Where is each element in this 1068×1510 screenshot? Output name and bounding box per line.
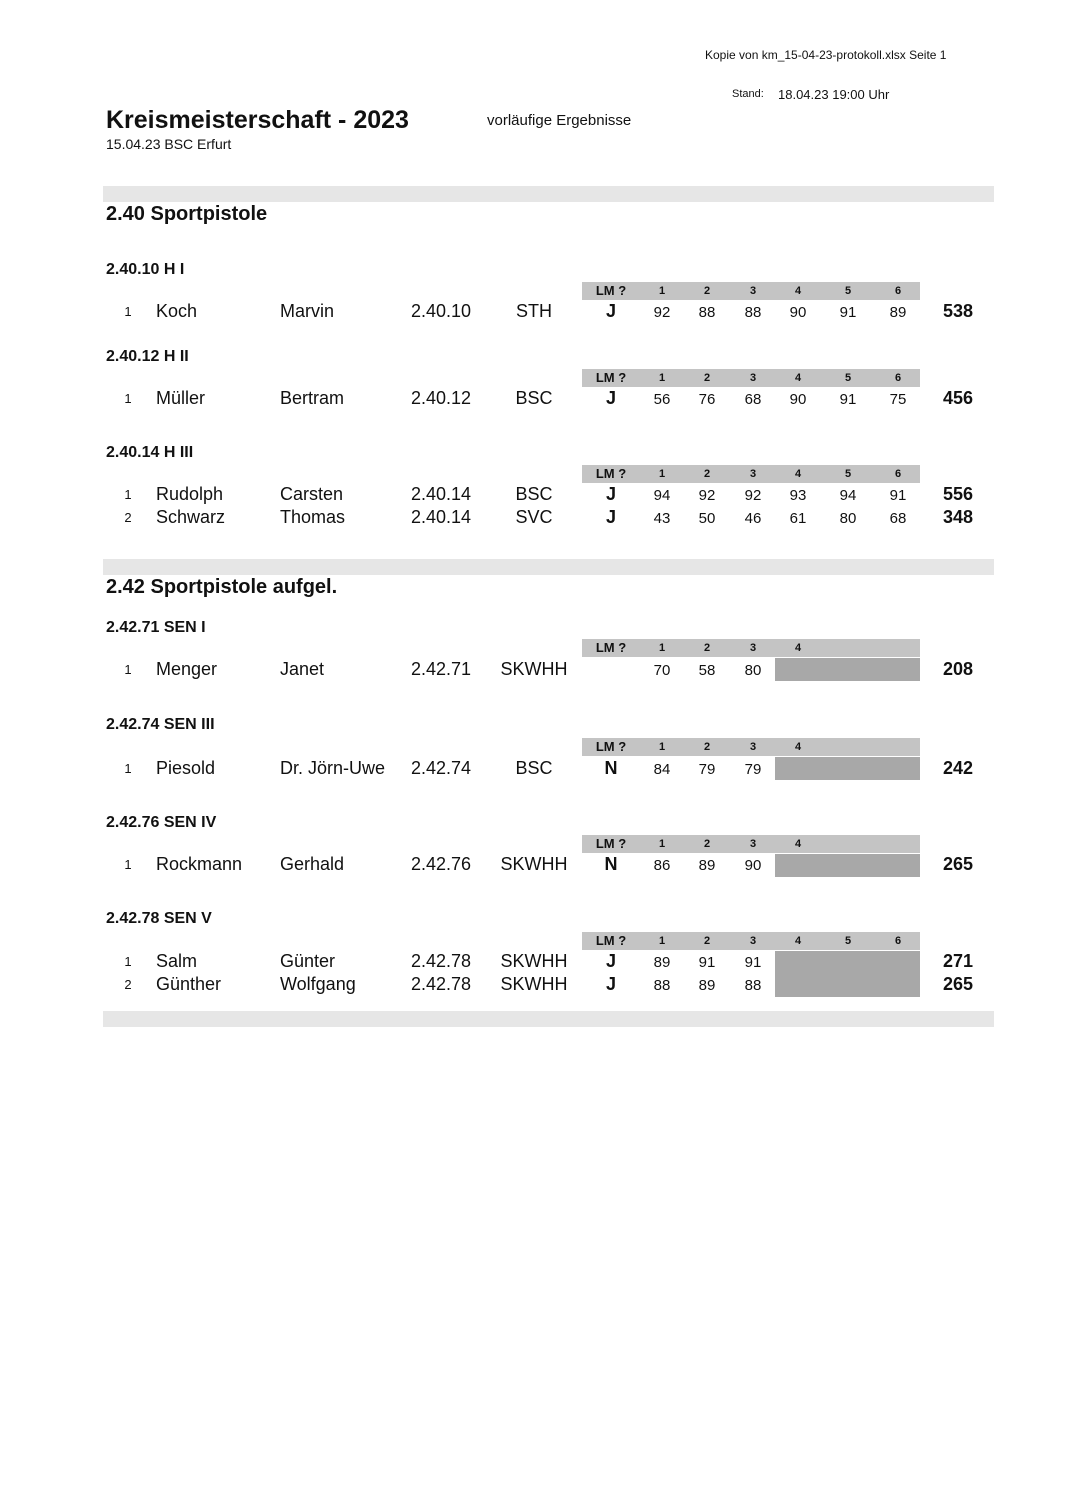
series-score: 91 xyxy=(698,954,716,971)
first-name: Dr. Jörn-Uwe xyxy=(280,758,386,778)
club: BSC xyxy=(515,388,553,408)
series-header: 1 xyxy=(658,838,666,850)
series-score: 79 xyxy=(744,761,762,778)
last-name: Schwarz xyxy=(156,507,226,527)
series-score: 93 xyxy=(789,487,807,504)
first-name: Janet xyxy=(280,659,325,679)
first-name: Günter xyxy=(280,951,336,971)
series-header: 5 xyxy=(844,285,852,297)
series-score: 84 xyxy=(653,761,671,778)
lm-header: LM ? xyxy=(595,640,627,655)
table-row xyxy=(0,951,1068,973)
lm-flag: J xyxy=(605,974,616,994)
table-row xyxy=(0,388,1068,410)
results-header xyxy=(582,369,920,387)
series-score: 43 xyxy=(653,510,671,527)
status-text: vorläufige Ergebnisse xyxy=(487,112,632,129)
series-score: 90 xyxy=(744,857,762,874)
class-code: 2.40.10 xyxy=(411,301,472,321)
first-name: Bertram xyxy=(280,388,345,408)
section-title: 2.42 Sportpistole aufgel. xyxy=(106,576,338,598)
series-header: 2 xyxy=(703,642,711,654)
last-name: Müller xyxy=(156,388,206,408)
table-row xyxy=(0,507,1068,529)
lm-flag: J xyxy=(605,301,616,321)
series-score: 88 xyxy=(744,304,762,321)
series-header: 1 xyxy=(658,468,666,480)
last-name: Rockmann xyxy=(156,854,243,874)
date-place: 15.04.23 BSC Erfurt xyxy=(106,136,232,152)
category-title: 2.40.14 H III xyxy=(106,444,194,461)
results-header xyxy=(582,465,920,483)
series-score: 88 xyxy=(653,977,671,994)
series-score: 88 xyxy=(744,977,762,994)
series-score: 89 xyxy=(653,954,671,971)
series-score: 89 xyxy=(889,304,907,321)
rank: 1 xyxy=(124,304,132,319)
results-header xyxy=(582,932,920,950)
lm-header: LM ? xyxy=(595,836,627,851)
total-score: 265 xyxy=(942,974,974,994)
club: SKWHH xyxy=(500,659,568,679)
class-code: 2.42.74 xyxy=(411,758,472,778)
category-title: 2.42.71 SEN I xyxy=(106,619,206,636)
series-header: 1 xyxy=(658,285,666,297)
rank: 1 xyxy=(124,662,132,677)
series-score: 91 xyxy=(889,487,907,504)
rank: 1 xyxy=(124,391,132,406)
series-header: 5 xyxy=(844,372,852,384)
table-row xyxy=(0,301,1068,323)
last-name: Menger xyxy=(156,659,218,679)
rank: 1 xyxy=(124,954,132,969)
first-name: Carsten xyxy=(280,484,344,504)
series-header: 5 xyxy=(844,468,852,480)
club: BSC xyxy=(515,484,553,504)
club: BSC xyxy=(515,758,553,778)
total-score: 348 xyxy=(942,507,974,527)
first-name: Thomas xyxy=(280,507,346,527)
series-header: 4 xyxy=(794,741,802,753)
table-row xyxy=(0,854,1068,876)
series-score: 46 xyxy=(744,510,762,527)
series-header: 4 xyxy=(794,468,802,480)
series-score: 70 xyxy=(653,662,671,679)
rank: 1 xyxy=(124,487,132,502)
series-header: 6 xyxy=(894,935,902,947)
series-score: 94 xyxy=(839,487,857,504)
series-score: 80 xyxy=(839,510,857,527)
series-score: 80 xyxy=(744,662,762,679)
total-score: 538 xyxy=(942,301,974,321)
class-code: 2.40.14 xyxy=(411,507,472,527)
results-header xyxy=(582,282,920,300)
series-header: 3 xyxy=(749,372,757,384)
class-code: 2.42.76 xyxy=(411,854,472,874)
lm-header: LM ? xyxy=(595,370,627,385)
series-header: 2 xyxy=(703,468,711,480)
last-name: Koch xyxy=(156,301,198,321)
series-header: 5 xyxy=(844,935,852,947)
total-score: 242 xyxy=(942,758,974,778)
total-score: 265 xyxy=(942,854,974,874)
series-score: 56 xyxy=(653,391,671,408)
series-header: 1 xyxy=(658,935,666,947)
series-score: 90 xyxy=(789,304,807,321)
club: SKWHH xyxy=(500,951,568,971)
club: STH xyxy=(516,301,552,321)
series-score: 91 xyxy=(839,391,857,408)
series-score: 92 xyxy=(698,487,716,504)
page-title: Kreismeisterschaft - 2023 xyxy=(106,106,409,134)
table-row xyxy=(0,758,1068,780)
section-title: 2.40 Sportpistole xyxy=(106,203,268,225)
series-score: 61 xyxy=(789,510,807,527)
series-header: 4 xyxy=(794,642,802,654)
series-score: 91 xyxy=(839,304,857,321)
series-header: 3 xyxy=(749,642,757,654)
category-title: 2.42.78 SEN V xyxy=(106,910,212,927)
results-header xyxy=(582,738,920,756)
series-score: 75 xyxy=(889,391,907,408)
results-header xyxy=(582,639,920,657)
series-score: 89 xyxy=(698,977,716,994)
rank: 1 xyxy=(124,761,132,776)
category-title: 2.42.74 SEN III xyxy=(106,716,215,733)
series-header: 2 xyxy=(703,372,711,384)
series-score: 79 xyxy=(698,761,716,778)
series-header: 1 xyxy=(658,372,666,384)
first-name: Gerhald xyxy=(280,854,345,874)
category-title: 2.40.12 H II xyxy=(106,348,189,365)
total-score: 208 xyxy=(942,659,974,679)
series-score: 94 xyxy=(653,487,671,504)
stand-label: Stand: xyxy=(732,88,764,100)
lm-flag: J xyxy=(605,388,616,408)
club: SKWHH xyxy=(500,854,568,874)
series-header: 1 xyxy=(658,642,666,654)
divider-band xyxy=(103,559,994,575)
series-header: 3 xyxy=(749,741,757,753)
lm-flag: N xyxy=(604,758,618,778)
series-header: 4 xyxy=(794,285,802,297)
class-code: 2.42.78 xyxy=(411,974,472,994)
series-score: 92 xyxy=(744,487,762,504)
class-code: 2.40.12 xyxy=(411,388,472,408)
series-header: 1 xyxy=(658,741,666,753)
lm-header: LM ? xyxy=(595,283,627,298)
club: SVC xyxy=(515,507,553,527)
series-header: 3 xyxy=(749,935,757,947)
file-page-info: Kopie von km_15-04-23-protokoll.xlsx Seite 1 xyxy=(705,48,947,62)
lm-header: LM ? xyxy=(595,933,627,948)
series-score: 68 xyxy=(744,391,762,408)
lm-flag: J xyxy=(605,484,616,504)
series-header: 2 xyxy=(703,285,711,297)
class-code: 2.42.78 xyxy=(411,951,472,971)
table-row xyxy=(0,484,1068,506)
series-score: 88 xyxy=(698,304,716,321)
lm-flag: J xyxy=(605,951,616,971)
divider-band xyxy=(103,1011,994,1027)
series-score: 91 xyxy=(744,954,762,971)
rank: 1 xyxy=(124,857,132,872)
class-code: 2.40.14 xyxy=(411,484,472,504)
series-score: 50 xyxy=(698,510,716,527)
category-title: 2.42.76 SEN IV xyxy=(106,814,217,831)
rank: 2 xyxy=(124,977,132,992)
lm-flag: N xyxy=(604,854,618,874)
series-header: 3 xyxy=(749,285,757,297)
series-header: 6 xyxy=(894,372,902,384)
series-score: 86 xyxy=(653,857,671,874)
series-header: 4 xyxy=(794,372,802,384)
series-score: 92 xyxy=(653,304,671,321)
club: SKWHH xyxy=(500,974,568,994)
lm-header: LM ? xyxy=(595,466,627,481)
divider-band xyxy=(103,186,994,202)
series-header: 3 xyxy=(749,838,757,850)
rank: 2 xyxy=(124,510,132,525)
series-header: 6 xyxy=(894,468,902,480)
series-header: 3 xyxy=(749,468,757,480)
series-header: 6 xyxy=(894,285,902,297)
category-title: 2.40.10 H I xyxy=(106,261,185,278)
series-score: 90 xyxy=(789,391,807,408)
series-header: 4 xyxy=(794,838,802,850)
series-score: 89 xyxy=(698,857,716,874)
last-name: Rudolph xyxy=(156,484,224,504)
series-header: 2 xyxy=(703,935,711,947)
series-score: 68 xyxy=(889,510,907,527)
total-score: 456 xyxy=(942,388,974,408)
total-score: 271 xyxy=(942,951,974,971)
first-name: Marvin xyxy=(280,301,335,321)
stand-value: 18.04.23 19:00 Uhr xyxy=(778,87,890,102)
series-score: 76 xyxy=(698,391,716,408)
series-header: 4 xyxy=(794,935,802,947)
lm-flag: J xyxy=(605,507,616,527)
last-name: Salm xyxy=(156,951,198,971)
table-row xyxy=(0,659,1068,681)
last-name: Günther xyxy=(156,974,222,994)
total-score: 556 xyxy=(942,484,974,504)
lm-header: LM ? xyxy=(595,739,627,754)
class-code: 2.42.71 xyxy=(411,659,472,679)
series-header: 2 xyxy=(703,838,711,850)
first-name: Wolfgang xyxy=(280,974,356,994)
series-score: 58 xyxy=(698,662,716,679)
table-row xyxy=(0,974,1068,996)
last-name: Piesold xyxy=(156,758,216,778)
series-header: 2 xyxy=(703,741,711,753)
results-header xyxy=(582,835,920,853)
